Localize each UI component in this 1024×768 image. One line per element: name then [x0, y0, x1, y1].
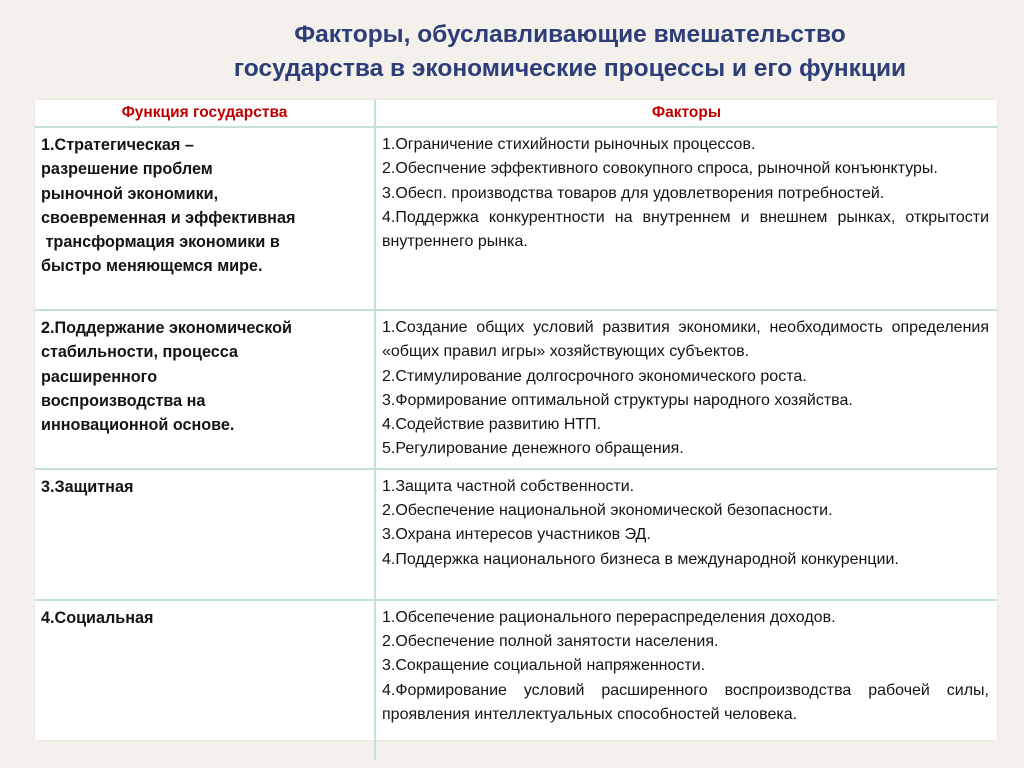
table-row — [35, 127, 997, 310]
factor-item: 2.Обеспчение эффективного совокупного спроса, рыночной конъюнктуры. — [382, 160, 938, 178]
function-line: разрешение проблем — [41, 160, 213, 179]
factors-cell-protective — [375, 469, 997, 600]
function-line: 1.Стратегическая – — [41, 136, 194, 154]
table-row — [35, 310, 997, 469]
header-function: Функция государства — [35, 100, 375, 127]
table-row — [35, 600, 997, 760]
function-line: расширенного — [41, 367, 158, 386]
function-line: 3.Защитная — [41, 477, 134, 496]
factor-item: 4.Содействие развитию НТП. — [382, 416, 602, 434]
factor-item: 1.Ограничение стихийности рыночных процессов. — [382, 136, 756, 153]
function-line: 2.Поддержание экономической — [41, 319, 292, 337]
function-line: воспроизводства на — [41, 391, 206, 410]
factors-cell-stability — [375, 310, 997, 469]
table-row — [35, 469, 997, 600]
header-factors: Факторы — [375, 100, 997, 127]
factor-item: 3.Сокращение социальной напряженности. — [382, 657, 706, 675]
function-cell-protective — [35, 469, 375, 600]
factors-cell-strategic — [375, 127, 997, 310]
factor-item: 2.Обеспечение национальной экономической безопасности. — [382, 502, 833, 520]
function-line: рыночной экономики, — [41, 184, 219, 203]
factor-item: 2.Обеспечение полной занятости населения. — [382, 633, 719, 651]
factor-item: 4.Формирование условий расширенного воспроизводства рабочей силы, проявления интеллектуальных способностей человека. — [382, 681, 989, 723]
factor-item: 3.Обесп. производства товаров для удовлетворения потребностей. — [382, 184, 885, 202]
function-cell-social — [35, 600, 375, 760]
factor-item: 1.Защита частной собственности. — [382, 477, 635, 495]
factor-item: 3.Охрана интересов участников ЭД. — [382, 526, 651, 544]
table-header-row — [35, 100, 997, 127]
functions-table-container — [35, 100, 997, 740]
factor-item: 1.Обсепечение рационального перераспределения доходов. — [382, 608, 836, 626]
function-line: своевременная и эффективная — [41, 208, 296, 227]
function-line: 4.Социальная — [41, 608, 154, 627]
function-cell-stability — [35, 310, 375, 469]
factor-item: 2.Стимулирование долгосрочного экономического роста. — [382, 367, 807, 385]
slide-title-line-1: Факторы, обуславливающие вмешательство — [294, 21, 846, 48]
slide-title — [110, 18, 1024, 86]
function-line: стабильности, процесса — [41, 343, 238, 362]
slide-title-line-2: государства в экономические процессы и его функции — [233, 55, 907, 82]
factor-item: 4.Поддержка национального бизнеса в международной конкуренции. — [382, 550, 899, 568]
factor-item: 3.Формирование оптимальной структуры народного хозяйства. — [382, 391, 853, 409]
factor-item: 5.Регулирование денежного обращения. — [382, 440, 684, 458]
function-line: инновационной основе. — [41, 416, 235, 435]
functions-table — [35, 100, 997, 760]
function-line: трансформация экономики в — [41, 233, 280, 252]
factor-item: 1.Создание общих условий развития экономики, необходимость определения «общих правил игры» хозяйствующих субъектов. — [382, 319, 989, 361]
function-line: быстро меняющемся мире. — [41, 257, 263, 276]
function-cell-strategic — [35, 127, 375, 310]
factor-item: 4.Поддержка конкурентности на внутреннем и внешнем рынках, открытости внутреннего рынка. — [382, 208, 989, 251]
factors-cell-social — [375, 600, 997, 760]
